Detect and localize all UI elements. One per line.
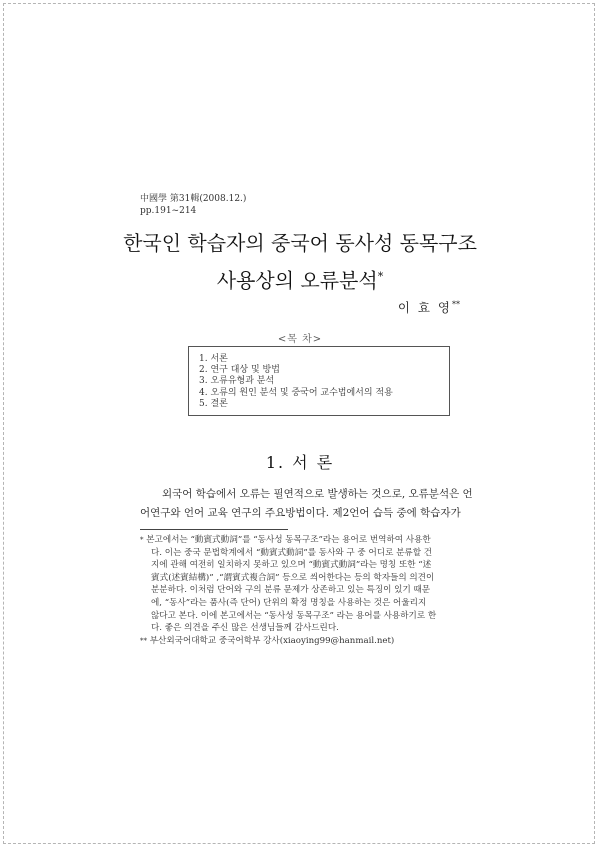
toc-item: 5. 결론 bbox=[199, 398, 228, 409]
toc-item: 2. 연구 대상 및 방법 bbox=[199, 365, 280, 376]
toc-item: 1. 서론 bbox=[199, 354, 228, 364]
footnote-1-mark: * bbox=[140, 536, 144, 544]
paper-title bbox=[110, 226, 490, 298]
paragraph-line: 외국어 학습에서 오류는 필연적으로 발생하는 것으로, 오류분석은 언 bbox=[162, 488, 473, 500]
footnote-1-line: 분분하다. 이처럼 단어와 구의 분류 문제가 상존하고 있는 특징이 있기 때문 bbox=[151, 585, 431, 596]
author-footnote-mark: ** bbox=[452, 299, 460, 309]
footnote-1-line: 에, “동사”라는 품사(즉 단어) 단위의 확정 명칭을 사용하는 것은 어울리지 bbox=[151, 597, 427, 608]
author-name: 이 효 영 bbox=[397, 300, 452, 315]
journal-citation: 中國學 第31輯(2008.12.) bbox=[140, 194, 247, 204]
footnote-1-line: 다. 좋은 의견을 주신 많은 선생님들께 감사드린다. bbox=[151, 623, 339, 634]
footnotes bbox=[140, 534, 470, 647]
title-line-1: 한국인 학습자의 중국어 동사성 동목구조 bbox=[123, 231, 477, 255]
footnote-1-line: 않다고 본다. 이에 본고에서는 “동사성 동목구조” 라는 용어를 사용하기로 한 bbox=[151, 610, 437, 621]
toc-heading: <목 차> bbox=[277, 334, 323, 345]
toc-item: 4. 오류의 원인 분석 및 중국어 교수법에서의 적용 bbox=[199, 387, 393, 398]
footnote-1-line: 다. 이는 중국 문법학계에서 “動賓式動詞”를 동사와 구 중 어디로 분류할 건 bbox=[151, 547, 433, 558]
table-of-contents bbox=[188, 346, 450, 416]
footnote-divider bbox=[140, 529, 288, 530]
author bbox=[398, 298, 460, 316]
page-range: pp.191~214 bbox=[140, 206, 197, 216]
footnote-2-text: 부산외국어대학교 중국어학부 강사(xiaoying99@hanmail.net) bbox=[149, 635, 395, 646]
footnote-1-text: 본고에서는 “動賓式動詞”를 “동사성 동목구조”라는 용어로 번역하여 사용한 bbox=[146, 535, 431, 545]
footnote-1-line: 賓式(述賓結構)” ,“謂賓式複合詞” 등으로 씌어한다는 등의 학자들의 의견이 bbox=[151, 572, 435, 583]
body-paragraph bbox=[140, 485, 473, 523]
title-line-2 bbox=[110, 260, 490, 298]
title-footnote-mark: * bbox=[377, 270, 384, 283]
footnote-1-line bbox=[140, 534, 470, 547]
title-line-2-text: 사용상의 오류분석 bbox=[216, 268, 378, 293]
footnote-2-mark: ** bbox=[140, 636, 147, 645]
section-heading: 1. 서 론 bbox=[265, 453, 335, 472]
page-border bbox=[3, 3, 595, 844]
footnote-2-line bbox=[140, 635, 470, 648]
toc-item: 3. 오류유형과 분석 bbox=[199, 376, 275, 387]
journal-header bbox=[140, 193, 246, 217]
paragraph-line: 어연구와 언어 교육 연구의 주요방법이다. 제2언어 습득 중에 학습자가 bbox=[140, 507, 461, 519]
footnote-1-line: 지에 관해 여전히 일치하지 못하고 있으며 “動賓式動詞”라는 명칭 또한 “述 bbox=[151, 560, 432, 571]
